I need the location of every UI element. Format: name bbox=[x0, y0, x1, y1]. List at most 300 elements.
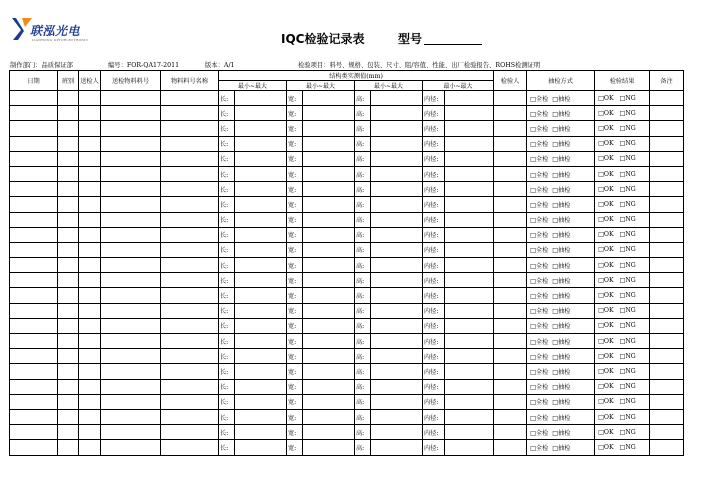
cell-inner[interactable] bbox=[445, 425, 494, 440]
checkbox-ng[interactable]: □NG bbox=[619, 322, 636, 330]
checkbox-sample-inspection[interactable]: □抽检 bbox=[552, 110, 571, 118]
result-options[interactable] bbox=[595, 242, 650, 257]
result-options[interactable] bbox=[595, 318, 650, 333]
cell-date[interactable] bbox=[10, 212, 58, 227]
checkbox-ng[interactable]: □NG bbox=[619, 443, 636, 451]
cell-date[interactable] bbox=[10, 197, 58, 212]
cell-date[interactable] bbox=[10, 425, 58, 440]
cell-material-no[interactable] bbox=[101, 258, 161, 273]
result-options[interactable] bbox=[595, 121, 650, 136]
checkbox-full-inspection[interactable]: □全检 bbox=[530, 353, 549, 361]
cell-inspector[interactable] bbox=[494, 349, 527, 364]
cell-length[interactable] bbox=[235, 334, 287, 349]
checkbox-full-inspection[interactable]: □全检 bbox=[530, 308, 549, 316]
cell-sender[interactable] bbox=[79, 182, 101, 197]
cell-inspector[interactable] bbox=[494, 166, 527, 181]
cell-material-name[interactable] bbox=[161, 197, 219, 212]
checkbox-sample-inspection[interactable]: □抽检 bbox=[552, 217, 571, 225]
checkbox-sample-inspection[interactable]: □抽检 bbox=[552, 247, 571, 255]
cell-sender[interactable] bbox=[79, 349, 101, 364]
cell-remark[interactable] bbox=[650, 212, 684, 227]
cell-sender[interactable] bbox=[79, 136, 101, 151]
cell-sender[interactable] bbox=[79, 318, 101, 333]
cell-remark[interactable] bbox=[650, 334, 684, 349]
method-options[interactable] bbox=[527, 212, 595, 227]
result-options[interactable] bbox=[595, 166, 650, 181]
cell-remark[interactable] bbox=[650, 166, 684, 181]
method-options[interactable] bbox=[527, 273, 595, 288]
checkbox-full-inspection[interactable]: □全检 bbox=[530, 186, 549, 194]
checkbox-sample-inspection[interactable]: □抽检 bbox=[552, 171, 571, 179]
result-options[interactable] bbox=[595, 197, 650, 212]
cell-material-name[interactable] bbox=[161, 425, 219, 440]
cell-date[interactable] bbox=[10, 273, 58, 288]
cell-inner[interactable] bbox=[445, 166, 494, 181]
cell-date[interactable] bbox=[10, 258, 58, 273]
method-options[interactable] bbox=[527, 136, 595, 151]
cell-date[interactable] bbox=[10, 121, 58, 136]
checkbox-ng[interactable]: □NG bbox=[619, 170, 636, 178]
cell-length[interactable] bbox=[235, 425, 287, 440]
cell-width[interactable] bbox=[303, 273, 355, 288]
cell-inner[interactable] bbox=[445, 197, 494, 212]
cell-shift[interactable] bbox=[58, 364, 79, 379]
checkbox-ok[interactable]: □OK bbox=[598, 367, 614, 375]
checkbox-ok[interactable]: □OK bbox=[598, 428, 614, 436]
result-options[interactable] bbox=[595, 258, 650, 273]
checkbox-sample-inspection[interactable]: □抽检 bbox=[552, 156, 571, 164]
cell-inspector[interactable] bbox=[494, 273, 527, 288]
checkbox-ng[interactable]: □NG bbox=[619, 367, 636, 375]
cell-length[interactable] bbox=[235, 288, 287, 303]
cell-remark[interactable] bbox=[650, 379, 684, 394]
cell-inspector[interactable] bbox=[494, 106, 527, 121]
cell-material-no[interactable] bbox=[101, 334, 161, 349]
checkbox-ng[interactable]: □NG bbox=[619, 200, 636, 208]
cell-remark[interactable] bbox=[650, 318, 684, 333]
cell-remark[interactable] bbox=[650, 425, 684, 440]
method-options[interactable] bbox=[527, 242, 595, 257]
cell-width[interactable] bbox=[303, 349, 355, 364]
cell-date[interactable] bbox=[10, 242, 58, 257]
cell-date[interactable] bbox=[10, 151, 58, 166]
cell-sender[interactable] bbox=[79, 425, 101, 440]
cell-width[interactable] bbox=[303, 379, 355, 394]
method-options[interactable] bbox=[527, 425, 595, 440]
cell-material-name[interactable] bbox=[161, 349, 219, 364]
cell-material-name[interactable] bbox=[161, 288, 219, 303]
checkbox-full-inspection[interactable]: □全检 bbox=[530, 262, 549, 270]
cell-inner[interactable] bbox=[445, 379, 494, 394]
cell-inspector[interactable] bbox=[494, 288, 527, 303]
cell-shift[interactable] bbox=[58, 182, 79, 197]
cell-shift[interactable] bbox=[58, 151, 79, 166]
cell-material-name[interactable] bbox=[161, 273, 219, 288]
checkbox-ok[interactable]: □OK bbox=[598, 94, 614, 102]
cell-material-name[interactable] bbox=[161, 106, 219, 121]
checkbox-ng[interactable]: □NG bbox=[619, 231, 636, 239]
cell-height[interactable] bbox=[371, 182, 423, 197]
cell-inspector[interactable] bbox=[494, 182, 527, 197]
result-options[interactable] bbox=[595, 288, 650, 303]
checkbox-full-inspection[interactable]: □全检 bbox=[530, 399, 549, 407]
cell-material-no[interactable] bbox=[101, 364, 161, 379]
cell-shift[interactable] bbox=[58, 136, 79, 151]
checkbox-sample-inspection[interactable]: □抽检 bbox=[552, 277, 571, 285]
checkbox-ok[interactable]: □OK bbox=[598, 200, 614, 208]
checkbox-ok[interactable]: □OK bbox=[598, 383, 614, 391]
checkbox-ng[interactable]: □NG bbox=[619, 155, 636, 163]
cell-material-no[interactable] bbox=[101, 288, 161, 303]
method-options[interactable] bbox=[527, 258, 595, 273]
checkbox-full-inspection[interactable]: □全检 bbox=[530, 293, 549, 301]
checkbox-sample-inspection[interactable]: □抽检 bbox=[552, 368, 571, 376]
cell-sender[interactable] bbox=[79, 379, 101, 394]
cell-inner[interactable] bbox=[445, 121, 494, 136]
cell-inner[interactable] bbox=[445, 334, 494, 349]
cell-remark[interactable] bbox=[650, 394, 684, 409]
checkbox-ng[interactable]: □NG bbox=[619, 292, 636, 300]
cell-sender[interactable] bbox=[79, 334, 101, 349]
cell-material-no[interactable] bbox=[101, 136, 161, 151]
cell-material-no[interactable] bbox=[101, 212, 161, 227]
result-options[interactable] bbox=[595, 151, 650, 166]
checkbox-ng[interactable]: □NG bbox=[619, 337, 636, 345]
cell-inspector[interactable] bbox=[494, 334, 527, 349]
cell-material-no[interactable] bbox=[101, 151, 161, 166]
cell-remark[interactable] bbox=[650, 121, 684, 136]
method-options[interactable] bbox=[527, 379, 595, 394]
cell-height[interactable] bbox=[371, 227, 423, 242]
checkbox-sample-inspection[interactable]: □抽检 bbox=[552, 384, 571, 392]
cell-date[interactable] bbox=[10, 166, 58, 181]
cell-height[interactable] bbox=[371, 212, 423, 227]
cell-material-name[interactable] bbox=[161, 318, 219, 333]
cell-date[interactable] bbox=[10, 303, 58, 318]
cell-height[interactable] bbox=[371, 425, 423, 440]
cell-length[interactable] bbox=[235, 121, 287, 136]
checkbox-full-inspection[interactable]: □全检 bbox=[530, 217, 549, 225]
result-options[interactable] bbox=[595, 106, 650, 121]
cell-height[interactable] bbox=[371, 394, 423, 409]
cell-material-no[interactable] bbox=[101, 425, 161, 440]
cell-shift[interactable] bbox=[58, 409, 79, 424]
checkbox-ok[interactable]: □OK bbox=[598, 413, 614, 421]
cell-date[interactable] bbox=[10, 106, 58, 121]
cell-length[interactable] bbox=[235, 349, 287, 364]
cell-height[interactable] bbox=[371, 106, 423, 121]
cell-height[interactable] bbox=[371, 151, 423, 166]
cell-width[interactable] bbox=[303, 182, 355, 197]
cell-inspector[interactable] bbox=[494, 318, 527, 333]
cell-date[interactable] bbox=[10, 182, 58, 197]
checkbox-sample-inspection[interactable]: □抽检 bbox=[552, 399, 571, 407]
result-options[interactable] bbox=[595, 334, 650, 349]
cell-material-no[interactable] bbox=[101, 91, 161, 106]
checkbox-sample-inspection[interactable]: □抽检 bbox=[552, 186, 571, 194]
cell-remark[interactable] bbox=[650, 136, 684, 151]
cell-height[interactable] bbox=[371, 288, 423, 303]
checkbox-full-inspection[interactable]: □全检 bbox=[530, 141, 549, 149]
method-options[interactable] bbox=[527, 182, 595, 197]
cell-sender[interactable] bbox=[79, 212, 101, 227]
cell-shift[interactable] bbox=[58, 440, 79, 455]
method-options[interactable] bbox=[527, 166, 595, 181]
checkbox-full-inspection[interactable]: □全检 bbox=[530, 323, 549, 331]
cell-material-name[interactable] bbox=[161, 136, 219, 151]
cell-inner[interactable] bbox=[445, 273, 494, 288]
checkbox-ng[interactable]: □NG bbox=[619, 383, 636, 391]
cell-inner[interactable] bbox=[445, 227, 494, 242]
checkbox-full-inspection[interactable]: □全检 bbox=[530, 232, 549, 240]
checkbox-ng[interactable]: □NG bbox=[619, 352, 636, 360]
cell-material-no[interactable] bbox=[101, 440, 161, 455]
cell-inner[interactable] bbox=[445, 303, 494, 318]
cell-height[interactable] bbox=[371, 379, 423, 394]
method-options[interactable] bbox=[527, 349, 595, 364]
cell-width[interactable] bbox=[303, 227, 355, 242]
cell-width[interactable] bbox=[303, 166, 355, 181]
checkbox-sample-inspection[interactable]: □抽检 bbox=[552, 201, 571, 209]
result-options[interactable] bbox=[595, 409, 650, 424]
cell-inspector[interactable] bbox=[494, 151, 527, 166]
checkbox-ok[interactable]: □OK bbox=[598, 109, 614, 117]
cell-length[interactable] bbox=[235, 303, 287, 318]
cell-date[interactable] bbox=[10, 409, 58, 424]
cell-width[interactable] bbox=[303, 136, 355, 151]
cell-inspector[interactable] bbox=[494, 121, 527, 136]
cell-material-no[interactable] bbox=[101, 197, 161, 212]
cell-sender[interactable] bbox=[79, 409, 101, 424]
cell-height[interactable] bbox=[371, 334, 423, 349]
cell-shift[interactable] bbox=[58, 197, 79, 212]
checkbox-ok[interactable]: □OK bbox=[598, 352, 614, 360]
cell-material-name[interactable] bbox=[161, 394, 219, 409]
checkbox-full-inspection[interactable]: □全检 bbox=[530, 201, 549, 209]
checkbox-ok[interactable]: □OK bbox=[598, 185, 614, 193]
checkbox-ok[interactable]: □OK bbox=[598, 155, 614, 163]
cell-inner[interactable] bbox=[445, 258, 494, 273]
cell-sender[interactable] bbox=[79, 166, 101, 181]
cell-length[interactable] bbox=[235, 409, 287, 424]
cell-sender[interactable] bbox=[79, 197, 101, 212]
cell-width[interactable] bbox=[303, 303, 355, 318]
cell-shift[interactable] bbox=[58, 258, 79, 273]
cell-shift[interactable] bbox=[58, 106, 79, 121]
cell-shift[interactable] bbox=[58, 288, 79, 303]
checkbox-sample-inspection[interactable]: □抽检 bbox=[552, 262, 571, 270]
checkbox-full-inspection[interactable]: □全检 bbox=[530, 444, 549, 452]
cell-inspector[interactable] bbox=[494, 258, 527, 273]
cell-sender[interactable] bbox=[79, 227, 101, 242]
cell-remark[interactable] bbox=[650, 227, 684, 242]
method-options[interactable] bbox=[527, 197, 595, 212]
cell-sender[interactable] bbox=[79, 364, 101, 379]
cell-inner[interactable] bbox=[445, 91, 494, 106]
checkbox-full-inspection[interactable]: □全检 bbox=[530, 338, 549, 346]
checkbox-ng[interactable]: □NG bbox=[619, 124, 636, 132]
cell-date[interactable] bbox=[10, 91, 58, 106]
cell-sender[interactable] bbox=[79, 288, 101, 303]
checkbox-sample-inspection[interactable]: □抽检 bbox=[552, 95, 571, 103]
cell-date[interactable] bbox=[10, 349, 58, 364]
cell-length[interactable] bbox=[235, 227, 287, 242]
result-options[interactable] bbox=[595, 364, 650, 379]
cell-length[interactable] bbox=[235, 242, 287, 257]
method-options[interactable] bbox=[527, 364, 595, 379]
cell-shift[interactable] bbox=[58, 121, 79, 136]
checkbox-sample-inspection[interactable]: □抽检 bbox=[552, 444, 571, 452]
cell-remark[interactable] bbox=[650, 258, 684, 273]
cell-shift[interactable] bbox=[58, 273, 79, 288]
cell-inner[interactable] bbox=[445, 136, 494, 151]
cell-length[interactable] bbox=[235, 197, 287, 212]
checkbox-ok[interactable]: □OK bbox=[598, 231, 614, 239]
cell-length[interactable] bbox=[235, 364, 287, 379]
cell-height[interactable] bbox=[371, 166, 423, 181]
cell-remark[interactable] bbox=[650, 364, 684, 379]
checkbox-sample-inspection[interactable]: □抽检 bbox=[552, 323, 571, 331]
cell-date[interactable] bbox=[10, 379, 58, 394]
checkbox-ng[interactable]: □NG bbox=[619, 94, 636, 102]
cell-remark[interactable] bbox=[650, 91, 684, 106]
checkbox-ok[interactable]: □OK bbox=[598, 337, 614, 345]
cell-date[interactable] bbox=[10, 318, 58, 333]
checkbox-full-inspection[interactable]: □全检 bbox=[530, 277, 549, 285]
checkbox-ng[interactable]: □NG bbox=[619, 307, 636, 315]
cell-date[interactable] bbox=[10, 288, 58, 303]
cell-height[interactable] bbox=[371, 349, 423, 364]
checkbox-ng[interactable]: □NG bbox=[619, 140, 636, 148]
cell-sender[interactable] bbox=[79, 273, 101, 288]
cell-material-no[interactable] bbox=[101, 121, 161, 136]
checkbox-ng[interactable]: □NG bbox=[619, 216, 636, 224]
cell-remark[interactable] bbox=[650, 349, 684, 364]
cell-inner[interactable] bbox=[445, 242, 494, 257]
checkbox-full-inspection[interactable]: □全检 bbox=[530, 247, 549, 255]
cell-height[interactable] bbox=[371, 242, 423, 257]
cell-material-name[interactable] bbox=[161, 212, 219, 227]
cell-inspector[interactable] bbox=[494, 242, 527, 257]
cell-length[interactable] bbox=[235, 258, 287, 273]
cell-date[interactable] bbox=[10, 227, 58, 242]
cell-inspector[interactable] bbox=[494, 303, 527, 318]
checkbox-full-inspection[interactable]: □全检 bbox=[530, 384, 549, 392]
checkbox-ok[interactable]: □OK bbox=[598, 124, 614, 132]
cell-shift[interactable] bbox=[58, 349, 79, 364]
checkbox-full-inspection[interactable]: □全检 bbox=[530, 368, 549, 376]
cell-material-no[interactable] bbox=[101, 242, 161, 257]
cell-height[interactable] bbox=[371, 409, 423, 424]
checkbox-ok[interactable]: □OK bbox=[598, 170, 614, 178]
cell-shift[interactable] bbox=[58, 227, 79, 242]
cell-date[interactable] bbox=[10, 394, 58, 409]
result-options[interactable] bbox=[595, 425, 650, 440]
cell-height[interactable] bbox=[371, 258, 423, 273]
checkbox-ok[interactable]: □OK bbox=[598, 276, 614, 284]
cell-material-no[interactable] bbox=[101, 166, 161, 181]
cell-material-name[interactable] bbox=[161, 151, 219, 166]
cell-width[interactable] bbox=[303, 258, 355, 273]
result-options[interactable] bbox=[595, 227, 650, 242]
method-options[interactable] bbox=[527, 394, 595, 409]
cell-length[interactable] bbox=[235, 136, 287, 151]
cell-sender[interactable] bbox=[79, 258, 101, 273]
cell-width[interactable] bbox=[303, 121, 355, 136]
model-field[interactable] bbox=[424, 44, 482, 45]
cell-inner[interactable] bbox=[445, 440, 494, 455]
cell-width[interactable] bbox=[303, 288, 355, 303]
method-options[interactable] bbox=[527, 334, 595, 349]
checkbox-sample-inspection[interactable]: □抽检 bbox=[552, 232, 571, 240]
cell-material-no[interactable] bbox=[101, 379, 161, 394]
cell-remark[interactable] bbox=[650, 106, 684, 121]
cell-length[interactable] bbox=[235, 318, 287, 333]
result-options[interactable] bbox=[595, 182, 650, 197]
cell-length[interactable] bbox=[235, 273, 287, 288]
cell-material-no[interactable] bbox=[101, 303, 161, 318]
method-options[interactable] bbox=[527, 288, 595, 303]
cell-material-name[interactable] bbox=[161, 166, 219, 181]
cell-material-no[interactable] bbox=[101, 273, 161, 288]
cell-material-name[interactable] bbox=[161, 440, 219, 455]
cell-material-no[interactable] bbox=[101, 318, 161, 333]
cell-width[interactable] bbox=[303, 440, 355, 455]
checkbox-sample-inspection[interactable]: □抽检 bbox=[552, 308, 571, 316]
cell-sender[interactable] bbox=[79, 440, 101, 455]
cell-material-name[interactable] bbox=[161, 409, 219, 424]
cell-remark[interactable] bbox=[650, 197, 684, 212]
method-options[interactable] bbox=[527, 409, 595, 424]
result-options[interactable] bbox=[595, 212, 650, 227]
cell-height[interactable] bbox=[371, 197, 423, 212]
cell-inspector[interactable] bbox=[494, 425, 527, 440]
checkbox-ng[interactable]: □NG bbox=[619, 246, 636, 254]
cell-inner[interactable] bbox=[445, 318, 494, 333]
checkbox-ng[interactable]: □NG bbox=[619, 276, 636, 284]
cell-material-name[interactable] bbox=[161, 242, 219, 257]
checkbox-sample-inspection[interactable]: □抽检 bbox=[552, 429, 571, 437]
checkbox-full-inspection[interactable]: □全检 bbox=[530, 95, 549, 103]
method-options[interactable] bbox=[527, 151, 595, 166]
cell-height[interactable] bbox=[371, 364, 423, 379]
checkbox-full-inspection[interactable]: □全检 bbox=[530, 110, 549, 118]
cell-inner[interactable] bbox=[445, 182, 494, 197]
cell-height[interactable] bbox=[371, 303, 423, 318]
cell-inspector[interactable] bbox=[494, 440, 527, 455]
checkbox-full-inspection[interactable]: □全检 bbox=[530, 156, 549, 164]
cell-length[interactable] bbox=[235, 212, 287, 227]
cell-sender[interactable] bbox=[79, 303, 101, 318]
cell-height[interactable] bbox=[371, 318, 423, 333]
cell-inner[interactable] bbox=[445, 288, 494, 303]
cell-width[interactable] bbox=[303, 91, 355, 106]
cell-material-name[interactable] bbox=[161, 182, 219, 197]
cell-remark[interactable] bbox=[650, 151, 684, 166]
cell-shift[interactable] bbox=[58, 334, 79, 349]
result-options[interactable] bbox=[595, 136, 650, 151]
cell-remark[interactable] bbox=[650, 288, 684, 303]
cell-inspector[interactable] bbox=[494, 212, 527, 227]
cell-width[interactable] bbox=[303, 409, 355, 424]
checkbox-ng[interactable]: □NG bbox=[619, 185, 636, 193]
result-options[interactable] bbox=[595, 273, 650, 288]
cell-height[interactable] bbox=[371, 91, 423, 106]
cell-length[interactable] bbox=[235, 106, 287, 121]
checkbox-full-inspection[interactable]: □全检 bbox=[530, 171, 549, 179]
checkbox-sample-inspection[interactable]: □抽检 bbox=[552, 414, 571, 422]
checkbox-ng[interactable]: □NG bbox=[619, 398, 636, 406]
